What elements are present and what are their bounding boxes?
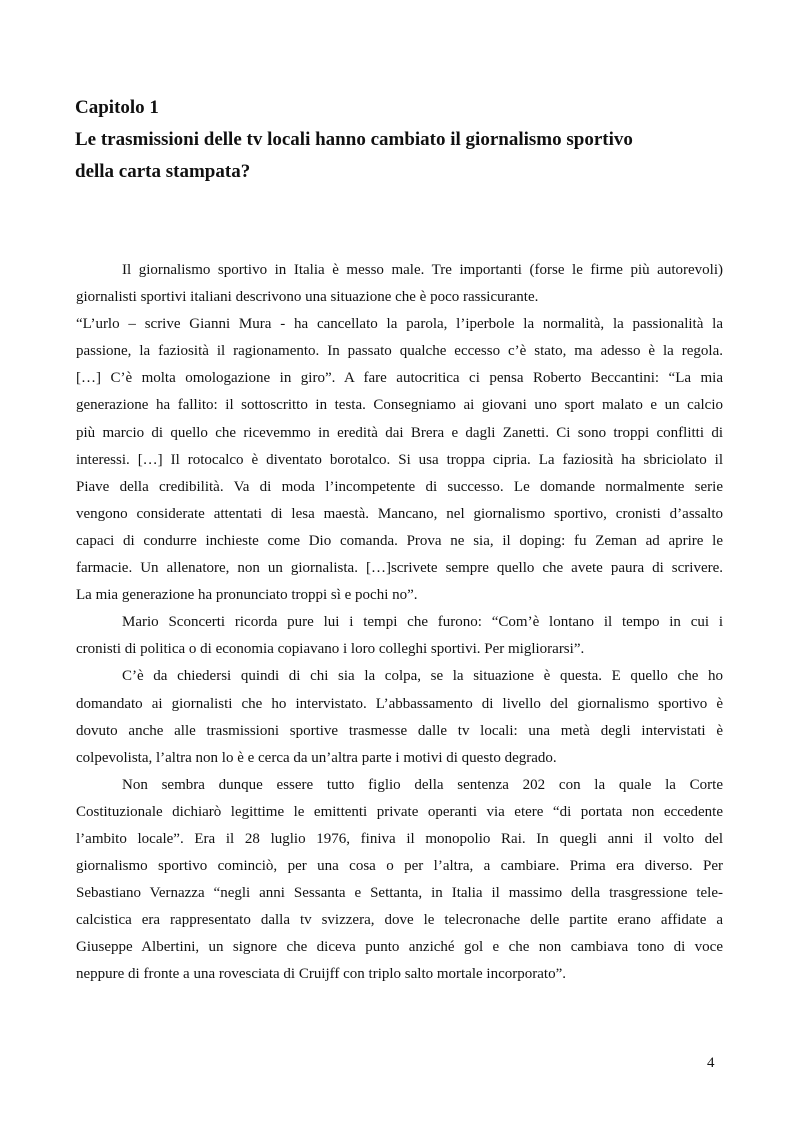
text-line: Mario Sconcerti ricorda pure lui i tempi che furono: “Com’è lontano il tempo in cui i: [122, 614, 723, 631]
text-line: La mia generazione ha pronunciato troppi sì e pochi no”.: [76, 587, 418, 604]
text-line: Non sembra dunque essere tutto figlio della sentenza 202 con la quale la Corte: [122, 776, 723, 793]
text-line: giornalismo sportivo cominciò, per una cosa o per l’altra, a cambiare. Prima era diverso. Per: [76, 858, 723, 875]
text-line: dovuto anche alle trasmissioni sportive trasmesse dalle tv locali: una metà degli intervistati è: [76, 722, 723, 739]
text-line: passione, la faziosità il ragionamento. In passato qualche eccesso c’è stato, ma adesso è la regola.: [76, 343, 723, 360]
text-line: Il giornalismo sportivo in Italia è messo male. Tre importanti (forse le firme più autorevoli): [122, 262, 723, 278]
text-line: giornalisti sportivi italiani descrivono una situazione che è poco rassicurante.: [76, 289, 539, 306]
text-line: domandato ai giornalisti che ho intervistato. L’abbassamento di livello del giornalismo sportivo è: [76, 695, 723, 712]
chapter-label: Capitolo 1: [75, 97, 159, 118]
text-line: cronisti di politica o di economia copiavano i loro colleghi sportivi. Per migliorarsi”.: [76, 641, 585, 658]
text-line: Piave della credibilità. Va di moda l’incompetente di successo. Le domande normalmente serie: [76, 478, 723, 495]
chapter-title-line: Le trasmissioni delle tv locali hanno cambiato il giornalismo sportivo: [75, 129, 633, 150]
text-line: più marcio di quello che ricevemmo in eredità dai Brera e dagli Zanetti. Ci sono troppi conflitti di: [76, 424, 723, 441]
text-line: farmacie. Un allenatore, non un giornalista. […]scrivete sempre quello che avete paura di scrivere.: [76, 560, 723, 577]
text-line: […] C’è molta omologazione in giro”. A fare autocritica ci pensa Roberto Beccantini: “La mia: [76, 370, 723, 387]
text-line: “L’urlo – scrive Gianni Mura - ha cancellato la parola, l’iperbole la normalità, la passionalità la: [76, 316, 723, 333]
text-line: calcistica era rappresentato dalla tv svizzera, dove le telecronache delle partite erano affidate a: [76, 912, 723, 929]
text-line: interessi. […] Il rotocalco è diventato borotalco. Si usa troppa cipria. La faziosità ha sbriciolato il: [76, 451, 723, 468]
text-line: l’ambito locale”. Era il 28 luglio 1976, finiva il monopolio Rai. In quegli anni il volto del: [76, 830, 723, 847]
text-line: colpevolista, l’altra non lo è e cerca da un’altra parte i motivi di questo degrado.: [76, 749, 557, 766]
text-line: vengono considerate attentati di lesa maestà. Mancano, nel giornalismo sportivo, cronisti d’assalto: [76, 505, 723, 522]
page-number: 4: [707, 1055, 715, 1071]
chapter-title-line: della carta stampata?: [75, 161, 251, 182]
text-line: neppure di fronte a una rovesciata di Cruijff con triplo salto mortale incorporato”.: [76, 966, 566, 983]
text-line: C’è da chiedersi quindi di chi sia la colpa, se la situazione è questa. E quello che ho: [122, 668, 723, 685]
text-line: generazione ha fallito: il sottoscritto in testa. Consegniamo ai giovani uno sport malato e un calcio: [76, 397, 723, 414]
body-text: [76, 257, 723, 989]
chapter-heading: [75, 92, 735, 188]
text-line: Sebastiano Vernazza “negli anni Sessanta e Settanta, in Italia il massimo della trasgressione tele-: [76, 885, 723, 902]
text-line: Giuseppe Albertini, un signore che diceva punto anziché gol e che non cambiava tono di voce: [76, 939, 723, 956]
text-line: Costituzionale dichiarò legittime le emittenti private operanti via etere “di portata non eccedente: [76, 803, 723, 820]
text-line: capaci di condurre inchieste come Dio comanda. Prova ne sia, il doping: fu Zeman ad aprire le: [76, 532, 723, 549]
